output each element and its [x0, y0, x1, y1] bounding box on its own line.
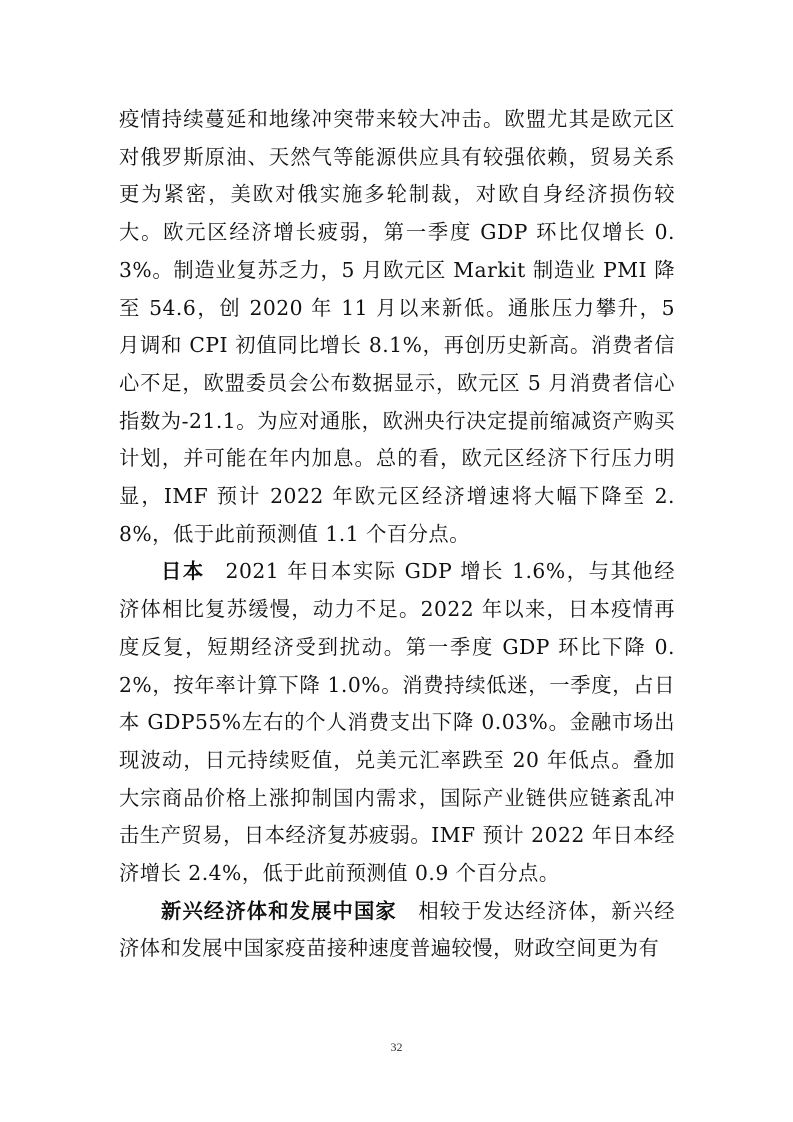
paragraph-text: 疫情持续蔓延和地缘冲突带来较大冲击。欧盟尤其是欧元区对俄罗斯原油、天然气等能源供应具有较强依赖，贸易关系更为紧密，美欧对俄实施多轮制裁，对欧自身经济损伤较大。欧元区经济增长疲弱，第一季度 GDP 环比仅增长 0.3%。制造业复苏乏力，5 月欧元区 Markit 制造业 PMI 降至 54.6，创 2020 年 11 月以来新低。通胀压力攀升，5 月调和 CPI 初值同比增长 8.1%，再创历史新高。消费者信心不足，欧盟委员会公布数据显示，欧元区 5 月消费者信心指数为-21.1。为应对通胀，欧洲央行决定提前缩减资产购买计划，并可能在年内加息。总的看，欧元区经济下行压力明显，IMF 预计 2022 年欧元区经济增速将大幅下降至 2.8%，低于此前预测值 1.1 个百分点。: [119, 107, 675, 546]
paragraph-emerging-economies: [119, 893, 675, 968]
section-heading-japan: 日本: [161, 559, 205, 584]
paragraph-text: 2021 年日本实际 GDP 增长 1.6%，与其他经济体相比复苏缓慢，动力不足。2022 年以来，日本疫情再度反复，短期经济受到扰动。第一季度 GDP 环比下降 0.2%，按年率计算下降 1.0%。消费持续低迷，一季度，占日本 GDP55%左右的个人消费支出下降 0.03%。金融市场出现波动，日元持续贬值，兑美元汇率跌至 20 年低点。叠加大宗商品价格上涨抑制国内需求，国际产业链供应链紊乱冲击生产贸易，日本经济复苏疲弱。IMF 预计 2022 年日本经济增长 2.4%，低于此前预测值 0.9 个百分点。: [119, 559, 675, 886]
paragraph-japan: [119, 553, 675, 892]
body-text: [119, 101, 675, 968]
section-heading-emerging-economies: 新兴经济体和发展中国家: [161, 898, 397, 923]
page-number: 32: [390, 1040, 403, 1054]
paragraph-eurozone: [119, 101, 675, 553]
paragraph-text: 相较于发达经济体，新兴经济体和发展中国家疫苗接种速度普遍较慢，财政空间更为有: [119, 898, 675, 961]
